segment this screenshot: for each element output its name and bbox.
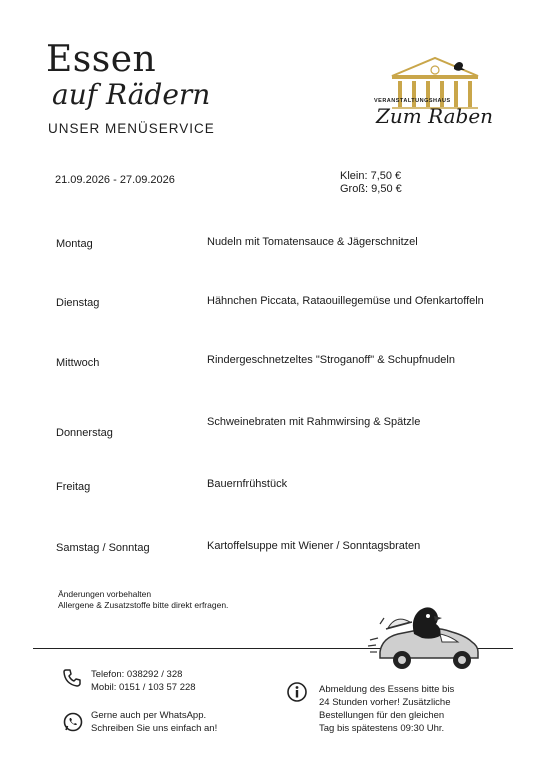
- dish-wednesday: Rindergeschnetzeltes "Stroganoff" & Schupfnudeln: [207, 354, 455, 366]
- info-line2: 24 Stunden vorher! Zusätzliche: [319, 697, 451, 708]
- whatsapp-line2: Schreiben Sie uns einfach an!: [91, 723, 218, 734]
- info-icon: [286, 681, 308, 703]
- whatsapp-icon: [62, 711, 84, 733]
- logo-small-text: VERANSTALTUNGSHAUS: [374, 98, 451, 104]
- info-line3: Bestellungen für den gleichen: [319, 710, 445, 721]
- day-weekend: Samstag / Sonntag: [56, 542, 150, 554]
- phone-line-telefon: Telefon: 038292 / 328: [91, 669, 183, 680]
- price-small: Klein: 7,50 €: [340, 170, 402, 182]
- date-range: 21.09.2026 - 27.09.2026: [55, 174, 175, 186]
- day-tuesday: Dienstag: [56, 297, 100, 309]
- day-wednesday: Mittwoch: [56, 357, 100, 369]
- dish-monday: Nudeln mit Tomatensauce & Jägerschnitzel: [207, 236, 418, 248]
- dish-weekend: Kartoffelsuppe mit Wiener / Sonntagsbraten: [207, 540, 421, 552]
- day-monday: Montag: [56, 238, 93, 250]
- dish-friday: Bauernfrühstück: [207, 478, 288, 490]
- zum-raben-logo: [370, 48, 500, 136]
- subtitle-menueservice: UNSER MENÜSERVICE: [48, 121, 215, 136]
- phone-icon: [62, 668, 82, 688]
- raven-car-illustration-icon: [362, 600, 492, 678]
- logo-script-text: Zum Raben: [376, 104, 494, 128]
- whatsapp-line1: Gerne auch per WhatsApp.: [91, 710, 207, 721]
- phone-line-mobil: Mobil: 0151 / 103 57 228: [91, 682, 196, 693]
- day-thursday: Donnerstag: [56, 427, 113, 439]
- title-essen: Essen: [46, 39, 157, 80]
- note-changes: Änderungen vorbehalten: [58, 589, 152, 599]
- dish-tuesday: Hähnchen Piccata, Rataouillegemüse und Ofenkartoffeln: [207, 295, 484, 307]
- dish-thursday: Schweinebraten mit Rahmwirsing & Spätzle: [207, 416, 421, 428]
- price-large: Groß: 9,50 €: [340, 183, 402, 195]
- day-friday: Freitag: [56, 481, 91, 493]
- title-auf-raedern: auf Rädern: [52, 78, 211, 111]
- note-allergens: Allergene & Zusatzstoffe bitte direkt erfragen.: [58, 600, 229, 610]
- info-line4: Tag bis spätestens 09:30 Uhr.: [319, 723, 445, 734]
- info-line1: Abmeldung des Essens bitte bis: [319, 684, 455, 695]
